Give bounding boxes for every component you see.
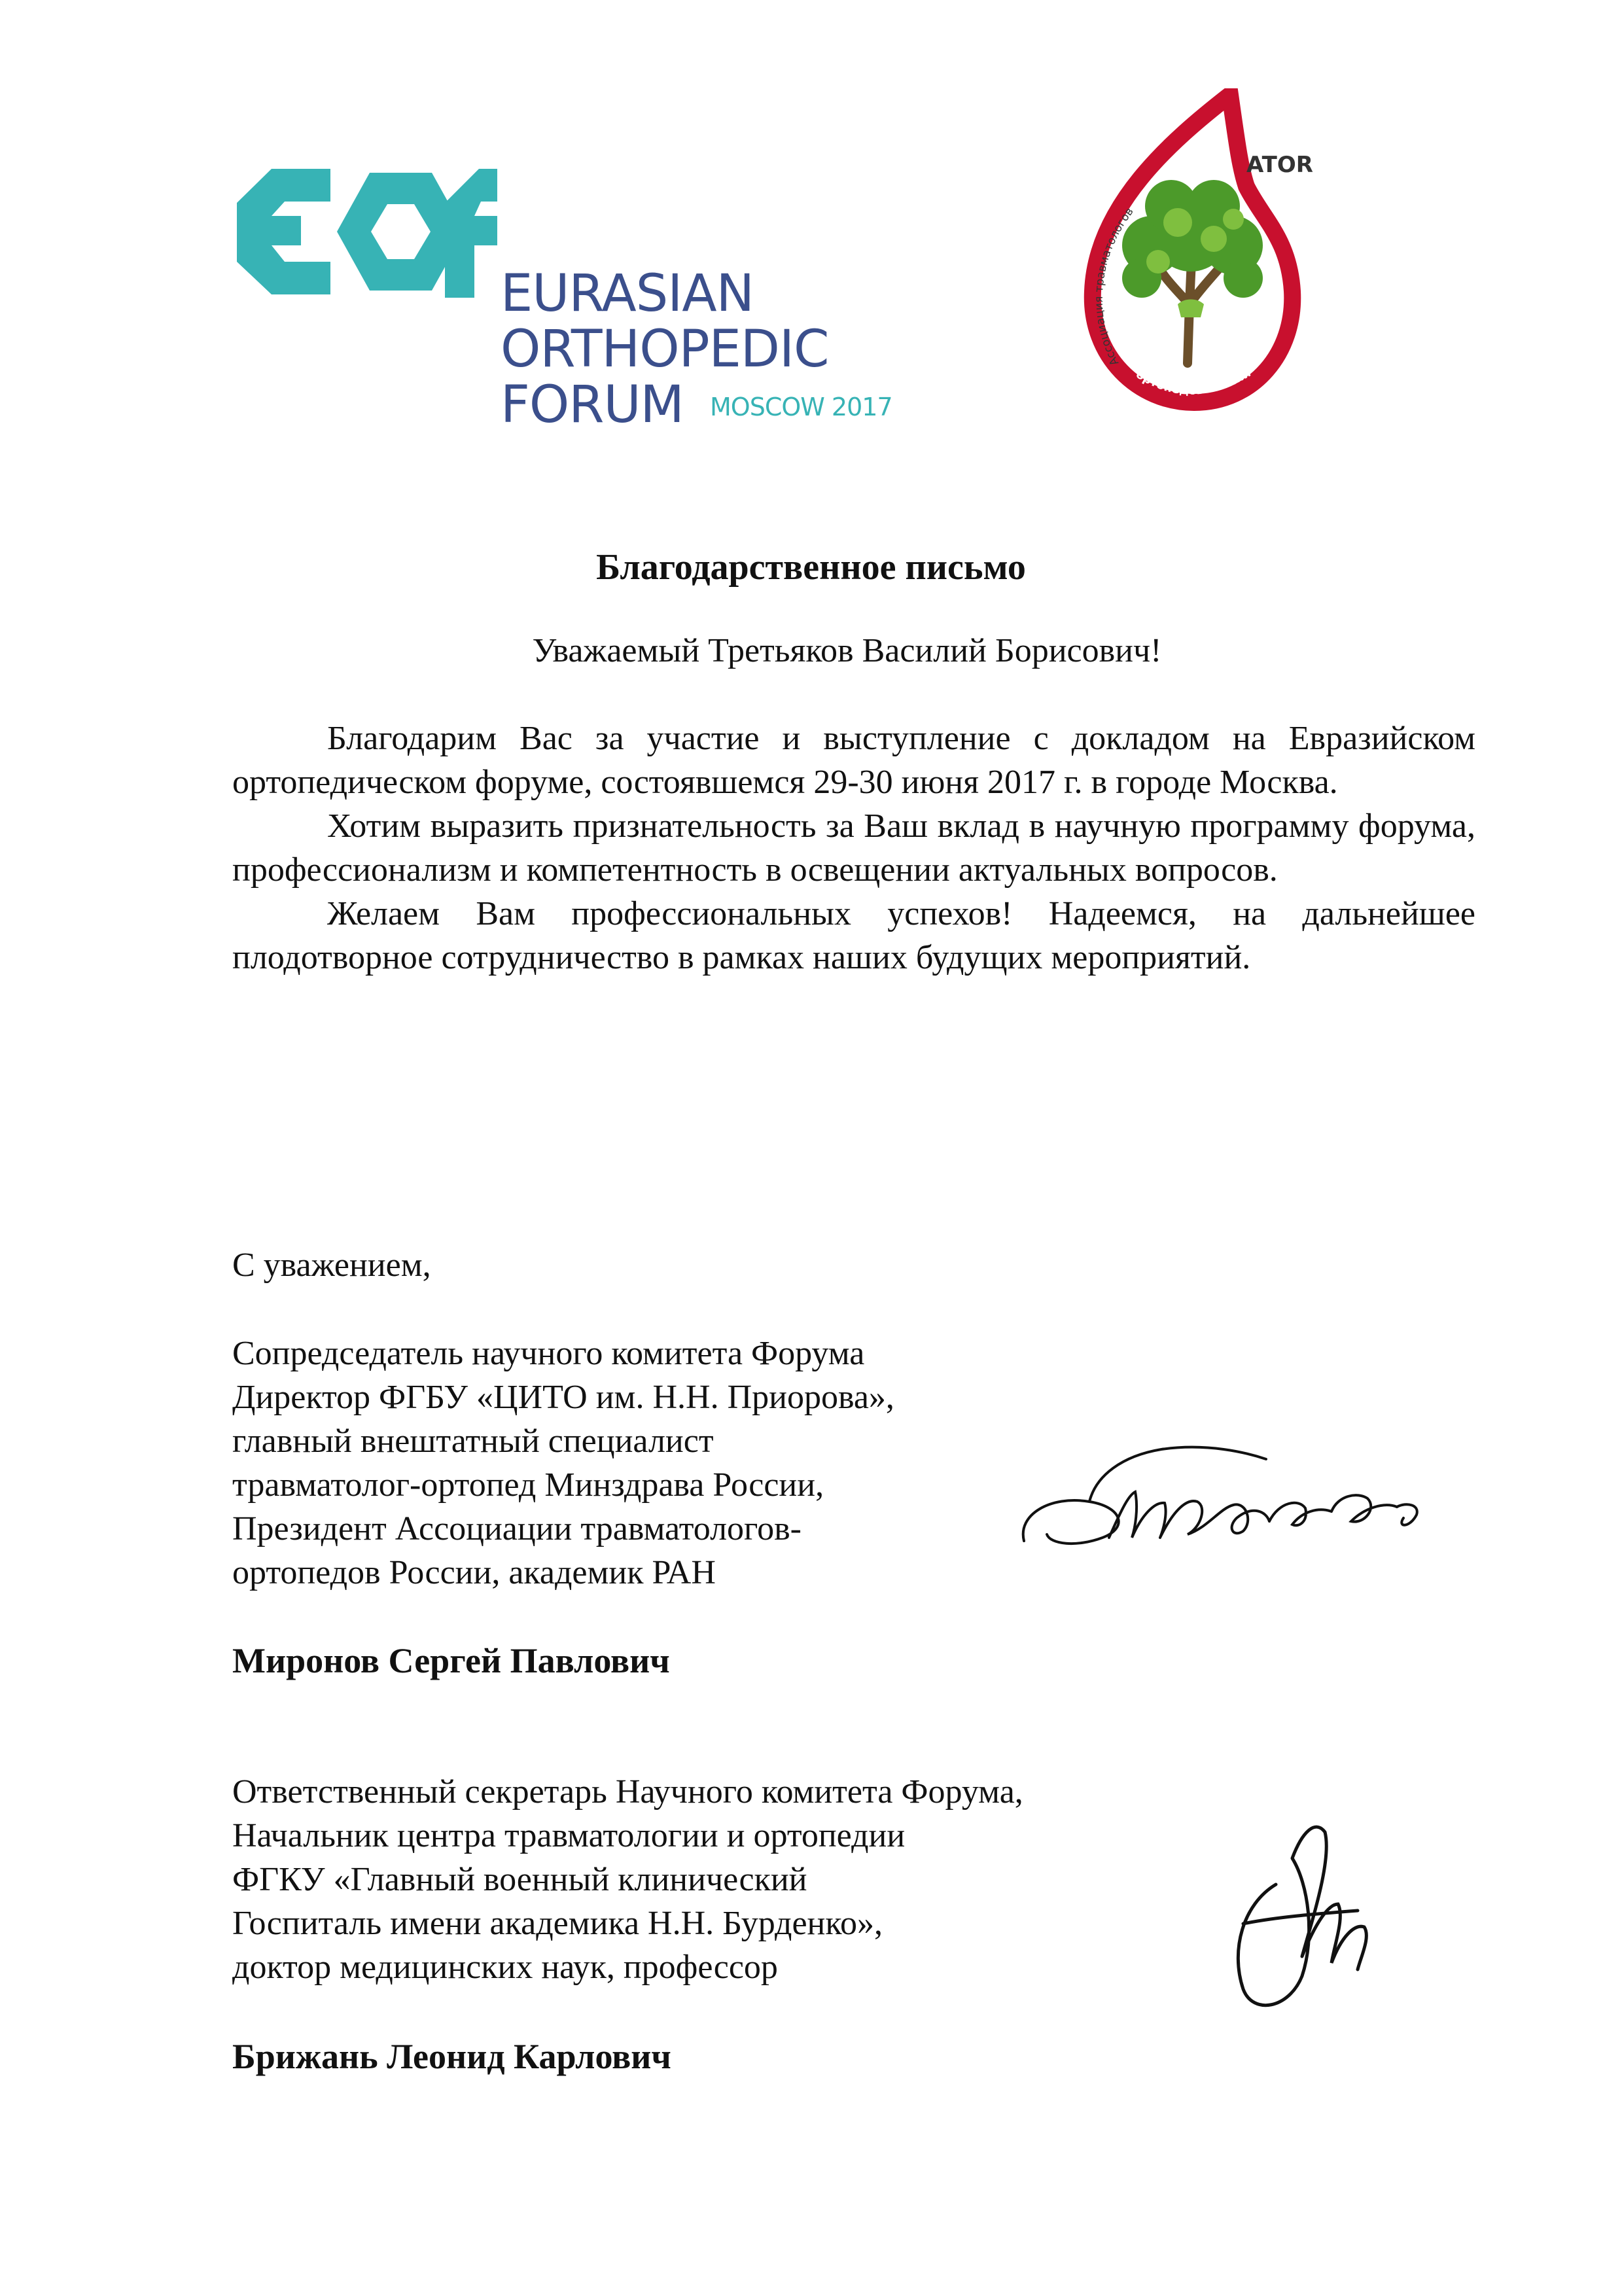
body-paragraph: Желаем Вам профессиональных успехов! Надеемся, на дальнейшее плодотворное сотрудничество в рамках наших будущих мероприятий.	[232, 895, 1475, 976]
signatory-title-line: Директор ФГБУ «ЦИТО им. Н.Н. Приорова»,	[232, 1379, 894, 1416]
eof-mark-icon	[236, 164, 497, 314]
eof-word-forum: FORUM	[501, 376, 684, 434]
signatory-2-titles	[232, 1770, 1023, 1989]
ator-logo	[1073, 88, 1315, 422]
ator-arc-left: Ассоциация травматологов	[1092, 205, 1137, 368]
ator-abbr: ATOR	[1246, 152, 1313, 178]
body-paragraph: Хотим выразить признательность за Ваш вклад в научную программу форума, профессионализм и компетентность в освещении актуальных вопросов.	[232, 807, 1475, 889]
eof-word-eurasian: EURASIAN	[501, 264, 754, 323]
signatory-1-name: Миронов Сергей Павлович	[232, 1641, 670, 1680]
signatory-title-line: Начальник центра травматологии и ортопедии	[232, 1817, 906, 1854]
signatory-title-line: главный внештатный специалист	[232, 1422, 714, 1460]
signatory-title-line: Сопредседатель научного комитета Форума	[232, 1335, 865, 1372]
eof-city-year: MOSCOW 2017	[710, 393, 892, 421]
letter-body	[232, 716, 1475, 980]
signatory-1-titles	[232, 1332, 894, 1595]
signatory-title-line: ФГКУ «Главный военный клинический	[232, 1861, 807, 1898]
eof-word-orthopedic: ORTHOPEDIC	[501, 320, 829, 379]
signatory-title-line: ортопедов России, академик РАН	[232, 1554, 716, 1591]
signatory-title-line: Президент Ассоциации травматологов-	[232, 1510, 802, 1547]
ator-emblem-icon	[1073, 88, 1315, 422]
signature-2-icon	[1217, 1806, 1413, 2022]
letter-greeting: Уважаемый Третьяков Василий Борисович!	[532, 632, 1162, 669]
signatory-2-name: Брижань Леонид Карлович	[232, 2037, 671, 2076]
ator-arc-bottom: ортопедов России	[1133, 366, 1254, 398]
body-paragraph: Благодарим Вас за участие и выступление с докладом на Евразийском ортопедическом форуме, состоявшемся 29-30 июня 2017 г. в городе Москва.	[232, 720, 1475, 801]
signature-1-icon	[1011, 1430, 1469, 1580]
signatory-title-line: травматолог-ортопед Минздрава России,	[232, 1466, 824, 1504]
signatory-title-line: Ответственный секретарь Научного комитета Форума,	[232, 1773, 1023, 1810]
signatory-title-line: Госпиталь имени академика Н.Н. Бурденко»,	[232, 1905, 883, 1942]
letter-closing: С уважением,	[232, 1246, 431, 1284]
eof-logo	[236, 164, 923, 432]
signatory-title-line: доктор медицинских наук, профессор	[232, 1949, 778, 1986]
letter-title: Благодарственное письмо	[596, 547, 1026, 588]
